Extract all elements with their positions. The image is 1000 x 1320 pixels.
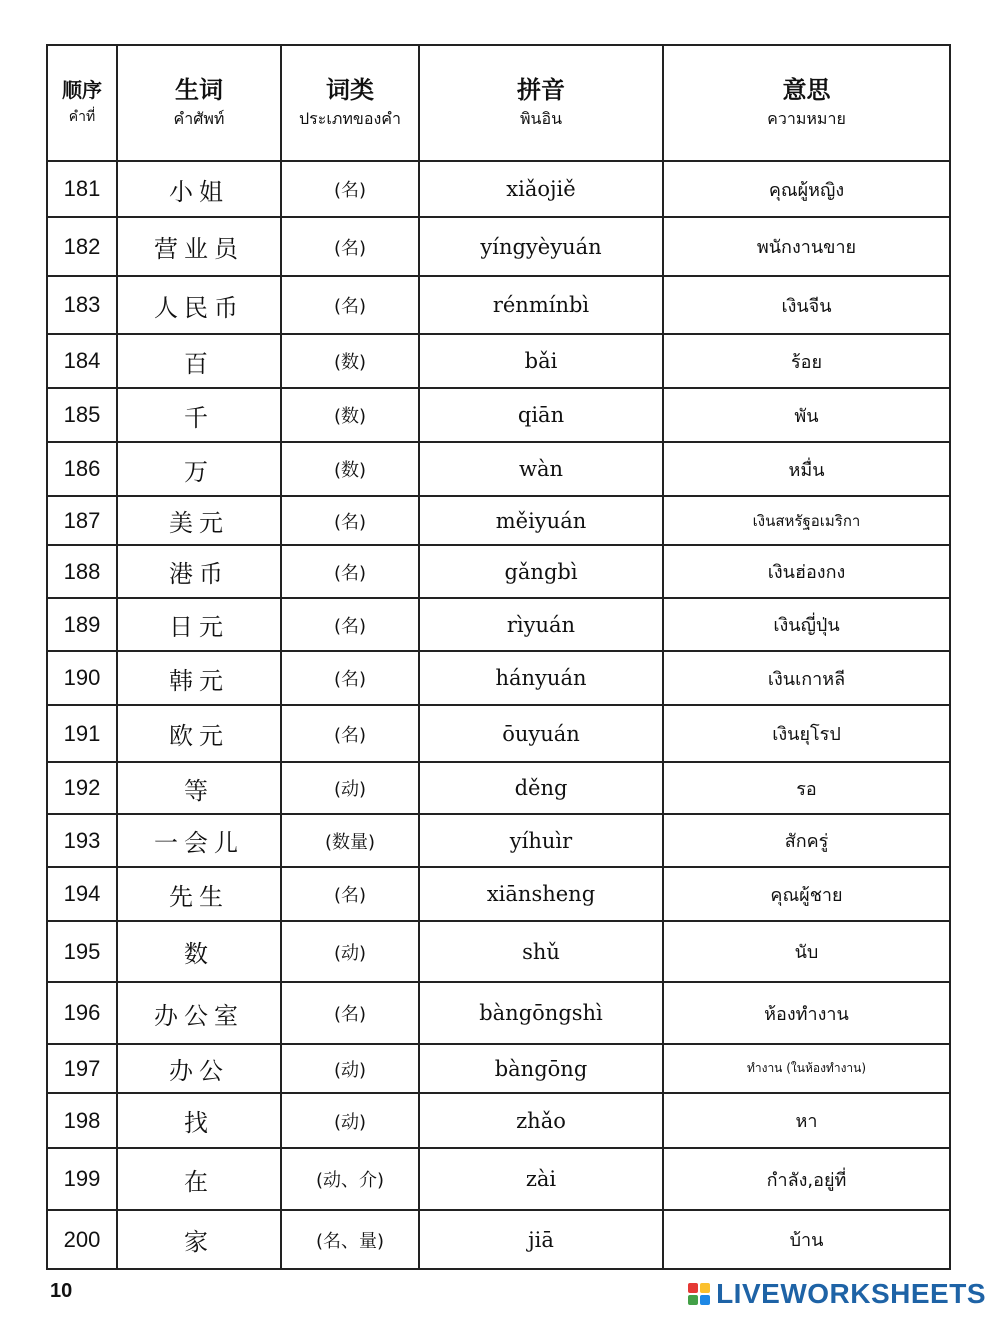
word-chinese: 先生 bbox=[117, 867, 281, 921]
header-word-zh: 生词 bbox=[175, 76, 223, 104]
word-part-of-speech: (动) bbox=[281, 762, 419, 814]
word-meaning: ร้อย bbox=[663, 334, 950, 388]
word-meaning: ทำงาน (ในห้องทำงาน) bbox=[663, 1044, 950, 1093]
word-number: 186 bbox=[47, 442, 117, 496]
table-row bbox=[47, 334, 950, 388]
word-pinyin: wàn bbox=[419, 442, 663, 496]
header-pos-zh: 词类 bbox=[326, 76, 374, 104]
word-part-of-speech: (名) bbox=[281, 545, 419, 598]
word-number: 189 bbox=[47, 598, 117, 651]
word-number: 196 bbox=[47, 982, 117, 1044]
word-meaning: คุณผู้ชาย bbox=[663, 867, 950, 921]
word-meaning: หา bbox=[663, 1093, 950, 1148]
table-row bbox=[47, 1148, 950, 1210]
logo-square-2 bbox=[700, 1283, 710, 1293]
table-row bbox=[47, 442, 950, 496]
header-row bbox=[47, 45, 950, 161]
word-number: 181 bbox=[47, 161, 117, 217]
word-chinese: 家 bbox=[117, 1210, 281, 1269]
word-number: 188 bbox=[47, 545, 117, 598]
word-meaning: สักครู่ bbox=[663, 814, 950, 867]
header-number-th: คำที่ bbox=[68, 109, 96, 125]
word-pinyin: jiā bbox=[419, 1210, 663, 1269]
word-part-of-speech: (动、介) bbox=[281, 1148, 419, 1210]
word-pinyin: shǔ bbox=[419, 921, 663, 982]
logo-square-1 bbox=[688, 1283, 698, 1293]
word-pinyin: hányuán bbox=[419, 651, 663, 705]
word-part-of-speech: (名) bbox=[281, 217, 419, 276]
table-row bbox=[47, 217, 950, 276]
header-meaning-th: ความหมาย bbox=[767, 109, 846, 128]
header-pinyin-th: พินอิน bbox=[519, 109, 563, 128]
word-part-of-speech: (数) bbox=[281, 334, 419, 388]
word-meaning: รอ bbox=[663, 762, 950, 814]
table-row bbox=[47, 1044, 950, 1093]
word-pinyin: yíhuìr bbox=[419, 814, 663, 867]
word-number: 182 bbox=[47, 217, 117, 276]
word-chinese: 营业员 bbox=[117, 217, 281, 276]
table-row bbox=[47, 276, 950, 334]
word-meaning: พนักงานขาย bbox=[663, 217, 950, 276]
word-part-of-speech: (名) bbox=[281, 496, 419, 545]
word-pinyin: gǎngbì bbox=[419, 545, 663, 598]
table-row bbox=[47, 1093, 950, 1148]
word-part-of-speech: (名) bbox=[281, 982, 419, 1044]
word-chinese: 一会儿 bbox=[117, 814, 281, 867]
word-part-of-speech: (动) bbox=[281, 1093, 419, 1148]
word-chinese: 日元 bbox=[117, 598, 281, 651]
word-chinese: 欧元 bbox=[117, 705, 281, 762]
table-row bbox=[47, 814, 950, 867]
header-pinyin-zh: 拼音 bbox=[517, 76, 565, 104]
word-pinyin: ōuyuán bbox=[419, 705, 663, 762]
word-meaning: พัน bbox=[663, 388, 950, 442]
word-pinyin: bàngōng bbox=[419, 1044, 663, 1093]
word-number: 193 bbox=[47, 814, 117, 867]
word-number: 195 bbox=[47, 921, 117, 982]
word-part-of-speech: (名) bbox=[281, 651, 419, 705]
header-part-of-speech bbox=[281, 45, 419, 161]
word-chinese: 人民币 bbox=[117, 276, 281, 334]
word-meaning: เงินจีน bbox=[663, 276, 950, 334]
word-pinyin: zài bbox=[419, 1148, 663, 1210]
word-chinese: 百 bbox=[117, 334, 281, 388]
word-chinese: 千 bbox=[117, 388, 281, 442]
header-word-th: คำศัพท์ bbox=[173, 109, 225, 128]
word-pinyin: rìyuán bbox=[419, 598, 663, 651]
header-number bbox=[47, 45, 117, 161]
word-chinese: 万 bbox=[117, 442, 281, 496]
word-pinyin: xiǎojiě bbox=[419, 161, 663, 217]
word-number: 194 bbox=[47, 867, 117, 921]
logo-square-4 bbox=[700, 1295, 710, 1305]
word-pinyin: xiānsheng bbox=[419, 867, 663, 921]
word-meaning: คุณผู้หญิง bbox=[663, 161, 950, 217]
word-meaning: เงินฮ่องกง bbox=[663, 545, 950, 598]
word-number: 191 bbox=[47, 705, 117, 762]
logo-square-3 bbox=[688, 1295, 698, 1305]
table-row bbox=[47, 982, 950, 1044]
word-chinese: 韩元 bbox=[117, 651, 281, 705]
word-chinese: 等 bbox=[117, 762, 281, 814]
brand-name: LIVEWORKSHEETS bbox=[716, 1278, 986, 1309]
word-meaning: เงินยุโรป bbox=[663, 705, 950, 762]
word-pinyin: qiān bbox=[419, 388, 663, 442]
header-meaning bbox=[663, 45, 950, 161]
liveworksheets-logo-icon bbox=[688, 1283, 710, 1305]
word-number: 197 bbox=[47, 1044, 117, 1093]
header-word bbox=[117, 45, 281, 161]
word-pinyin: bǎi bbox=[419, 334, 663, 388]
header-pinyin bbox=[419, 45, 663, 161]
table-row bbox=[47, 762, 950, 814]
table-row bbox=[47, 921, 950, 982]
table-row bbox=[47, 388, 950, 442]
table-row bbox=[47, 867, 950, 921]
word-part-of-speech: (数) bbox=[281, 388, 419, 442]
table-row bbox=[47, 598, 950, 651]
table-row bbox=[47, 651, 950, 705]
word-number: 199 bbox=[47, 1148, 117, 1210]
word-pinyin: děng bbox=[419, 762, 663, 814]
word-meaning: เงินเกาหลี bbox=[663, 651, 950, 705]
word-pinyin: yíngyèyuán bbox=[419, 217, 663, 276]
word-pinyin: měiyuán bbox=[419, 496, 663, 545]
word-part-of-speech: (名) bbox=[281, 598, 419, 651]
word-meaning: เงินสหรัฐอเมริกา bbox=[663, 496, 950, 545]
word-part-of-speech: (名) bbox=[281, 276, 419, 334]
word-chinese: 小姐 bbox=[117, 161, 281, 217]
word-chinese: 港币 bbox=[117, 545, 281, 598]
table-row bbox=[47, 161, 950, 217]
word-number: 185 bbox=[47, 388, 117, 442]
word-part-of-speech: (数量) bbox=[281, 814, 419, 867]
word-pinyin: rénmínbì bbox=[419, 276, 663, 334]
word-part-of-speech: (名) bbox=[281, 161, 419, 217]
word-number: 183 bbox=[47, 276, 117, 334]
page-number: 10 bbox=[50, 1280, 73, 1302]
word-chinese: 找 bbox=[117, 1093, 281, 1148]
word-meaning: เงินญี่ปุ่น bbox=[663, 598, 950, 651]
header-pos-th: ประเภทของคำ bbox=[299, 109, 401, 128]
word-part-of-speech: (动) bbox=[281, 921, 419, 982]
word-chinese: 办公室 bbox=[117, 982, 281, 1044]
word-number: 187 bbox=[47, 496, 117, 545]
header-number-zh: 顺序 bbox=[62, 78, 102, 102]
word-meaning: กำลัง,อยู่ที่ bbox=[663, 1148, 950, 1210]
vocabulary-rows bbox=[47, 161, 950, 1269]
liveworksheets-brand[interactable] bbox=[688, 1278, 986, 1310]
word-number: 184 bbox=[47, 334, 117, 388]
word-meaning: หมื่น bbox=[663, 442, 950, 496]
header-meaning-zh: 意思 bbox=[782, 76, 831, 104]
table-row bbox=[47, 496, 950, 545]
word-meaning: ห้องทำงาน bbox=[663, 982, 950, 1044]
word-part-of-speech: (数) bbox=[281, 442, 419, 496]
word-part-of-speech: (名) bbox=[281, 867, 419, 921]
table-row bbox=[47, 705, 950, 762]
word-chinese: 美元 bbox=[117, 496, 281, 545]
table-row bbox=[47, 1210, 950, 1269]
word-number: 192 bbox=[47, 762, 117, 814]
word-meaning: บ้าน bbox=[663, 1210, 950, 1269]
word-number: 190 bbox=[47, 651, 117, 705]
word-chinese: 在 bbox=[117, 1148, 281, 1210]
word-pinyin: zhǎo bbox=[419, 1093, 663, 1148]
word-meaning: นับ bbox=[663, 921, 950, 982]
word-part-of-speech: (动) bbox=[281, 1044, 419, 1093]
word-number: 198 bbox=[47, 1093, 117, 1148]
word-number: 200 bbox=[47, 1210, 117, 1269]
vocabulary-table bbox=[46, 44, 951, 1270]
word-chinese: 办公 bbox=[117, 1044, 281, 1093]
word-chinese: 数 bbox=[117, 921, 281, 982]
word-part-of-speech: (名) bbox=[281, 705, 419, 762]
word-part-of-speech: (名、量) bbox=[281, 1210, 419, 1269]
word-pinyin: bàngōngshì bbox=[419, 982, 663, 1044]
table-row bbox=[47, 545, 950, 598]
